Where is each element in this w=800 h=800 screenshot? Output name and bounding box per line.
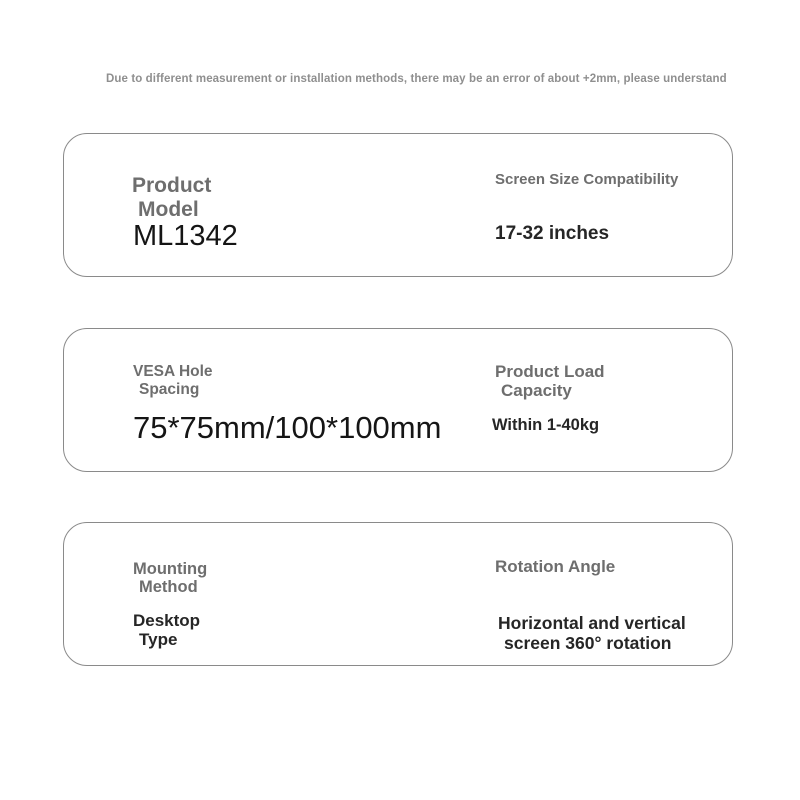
product-model-label-line2: Model <box>138 198 199 221</box>
vesa-spacing-value: 75*75mm/100*100mm <box>133 410 442 445</box>
rotation-angle-value-line1: Horizontal and vertical <box>498 613 686 633</box>
measurement-disclaimer: Due to different measurement or installation methods, there may be an error of about +2mm, please understand <box>106 73 727 85</box>
mounting-method-label-line1: Mounting <box>133 560 208 578</box>
mounting-method-value-line1: Desktop <box>133 611 201 630</box>
spec-card-mounting <box>63 522 733 666</box>
product-model-value: ML1342 <box>133 220 238 252</box>
load-capacity-label <box>495 362 605 400</box>
load-capacity-label-line1: Product Load <box>495 362 605 381</box>
rotation-angle-value <box>498 613 686 653</box>
mounting-method-value-line2: Type <box>139 630 178 649</box>
screen-size-value: 17-32 inches <box>495 223 610 244</box>
spec-card-model <box>63 133 733 277</box>
load-capacity-value: Within 1-40kg <box>492 416 600 434</box>
vesa-spacing-label-line1: VESA Hole <box>133 363 213 380</box>
product-model-label <box>132 174 211 222</box>
rotation-angle-value-line2: screen 360° rotation <box>504 633 672 653</box>
product-model-label-line1: Product <box>132 174 212 197</box>
mounting-method-label-line2: Method <box>139 578 198 596</box>
mounting-method-value <box>133 611 200 649</box>
load-capacity-label-line2: Capacity <box>501 381 572 400</box>
spec-card-vesa <box>63 328 733 472</box>
vesa-spacing-label-line2: Spacing <box>139 380 200 398</box>
mounting-method-label <box>133 560 207 596</box>
vesa-spacing-label <box>133 363 213 398</box>
rotation-angle-label: Rotation Angle <box>495 557 616 576</box>
screen-size-label: Screen Size Compatibility <box>495 171 679 188</box>
